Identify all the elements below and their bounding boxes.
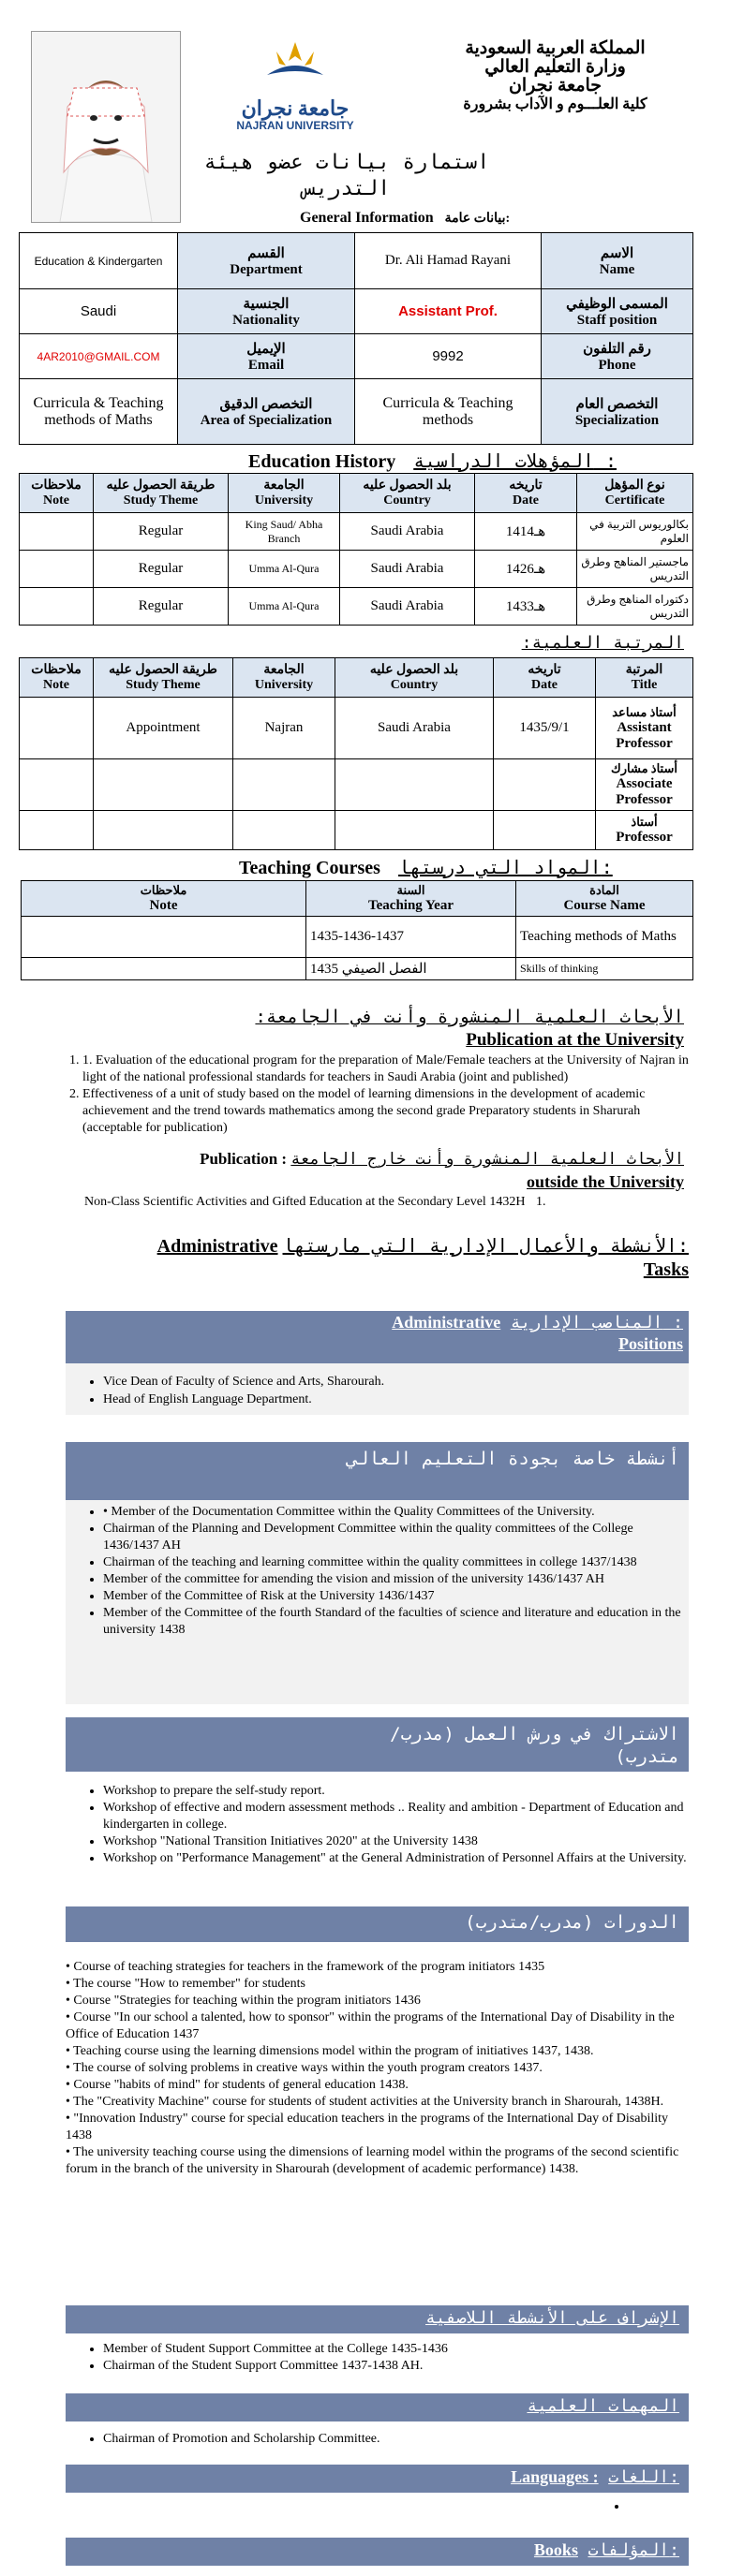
teaching-heading — [239, 856, 689, 879]
staff-label-ar: المسمى الوظيفي — [566, 296, 668, 312]
spec-label-ar: التخصص العام — [575, 396, 659, 412]
tasks-band — [66, 2393, 689, 2421]
header-block — [431, 39, 679, 114]
pub-in-list — [45, 1052, 701, 1137]
education-heading — [248, 449, 679, 473]
edu-country: Saudi Arabia — [340, 588, 475, 626]
rank-date — [494, 811, 596, 850]
area-label: Area of Specialization — [200, 412, 333, 428]
phone-label: Phone — [598, 357, 636, 373]
pub-out-title-a: Publication : — [200, 1150, 288, 1168]
staff-label: Staff position — [576, 312, 658, 328]
university-name: جامعة نجران — [508, 76, 603, 96]
edu-theme: Regular — [94, 588, 229, 626]
languages-title-ar: اللغات: — [608, 2467, 679, 2487]
list-item: • • Member of the Documentation Committee within the Quality Committees of the University. — [103, 1504, 689, 1521]
rank-title-cell: أستاذ مساعد Assistant Professor — [596, 698, 693, 759]
education-title: Education History — [248, 451, 396, 472]
general-info-table — [19, 232, 693, 445]
logo-english-text: NAJRAN UNIVERSITY — [236, 119, 354, 132]
staff-value: Assistant Prof. — [355, 289, 542, 334]
teaching-header-note: ملاحظات Note — [22, 881, 306, 917]
teaching-title: Teaching Courses — [239, 858, 380, 878]
table-row — [20, 588, 693, 626]
edu-certificate: ماجستير المناهج وطرق التدريس — [577, 551, 693, 588]
teaching-course: Skills of thinking — [516, 958, 693, 980]
extracurricular-panel — [66, 2341, 689, 2375]
books-title-ar: المؤلفات: — [588, 2540, 679, 2560]
pub-out-item-number: 1. — [535, 1195, 546, 1209]
edu-note — [20, 551, 94, 588]
teaching-header-course: المادة Course Name — [516, 881, 693, 917]
list-item: • Chairman of the Planning and Development Committee within the quality committees of the College 1436/1437 AH — [103, 1521, 689, 1554]
rank-header-note: ملاحظات Note — [20, 658, 94, 698]
rank-title: المرتبة العلمية: — [521, 633, 684, 653]
edu-university: Umma Al-Qura — [229, 551, 340, 588]
table-row — [20, 551, 693, 588]
languages-panel — [66, 2498, 689, 2515]
teaching-note — [22, 958, 306, 980]
rank-note — [20, 698, 94, 759]
nat-label: Nationality — [232, 312, 300, 328]
teaching-title-ar: المواد التي درستها: — [397, 856, 613, 878]
tasks-panel — [66, 2431, 689, 2448]
logo-arabic-text: جامعة نجران — [241, 96, 350, 120]
email-value: 4AR2010@GMAIL.COM — [20, 334, 178, 379]
name-value: Dr. Ali Hamad Rayani — [355, 233, 542, 289]
general-info-label-ar: بيانات عامة: — [444, 212, 511, 226]
kingdom-name: المملكة العربية السعودية — [465, 38, 646, 58]
spec-value: Curricula & Teaching methods — [355, 379, 542, 445]
rank-header-date: تاريخه Date — [494, 658, 596, 698]
form-title: استمارة بيانات عضو هيئة التدريس — [203, 151, 490, 200]
list-item: • Workshop to prepare the self-study report. — [103, 1783, 689, 1800]
rank-header-theme: طريقة الحصول عليه Study Theme — [94, 658, 233, 698]
phone-label-ar: رقم التلفون — [583, 341, 651, 357]
teaching-course: Teaching methods of Maths — [516, 917, 693, 958]
rank-header-university: الجامعة University — [233, 658, 335, 698]
logo-emblem-icon — [225, 37, 365, 94]
nat-label-ar: الجنسية — [243, 296, 290, 312]
rank-table — [19, 657, 693, 850]
general-info-label: General Information — [300, 210, 434, 226]
edu-note — [20, 513, 94, 551]
rank-country — [335, 759, 494, 811]
courses-panel — [66, 1959, 689, 2178]
university-logo — [225, 37, 365, 140]
positions-title-en: Administrative — [392, 1313, 501, 1332]
rank-theme — [94, 811, 233, 850]
admin-heading — [89, 1234, 689, 1258]
list-item: • The "Creativity Machine" course for students of student activities at the University branch in Sharourah, 1438H. — [66, 2095, 664, 2109]
table-row — [20, 698, 693, 759]
edu-university: King Saud/ Abha Branch — [229, 513, 340, 551]
pub-in-title-ar: الأبحاث العلمية المنشورة وأنت في الجامعة: — [255, 1007, 684, 1027]
dept-label-cell — [178, 233, 355, 289]
list-item: • "Innovation Industry" course for special education teachers in the programs of the International Day of Disability 1438 — [66, 2112, 669, 2142]
rank-university: Najran — [233, 698, 335, 759]
teaching-table — [21, 880, 693, 980]
list-item — [628, 2498, 689, 2515]
edu-country: Saudi Arabia — [340, 513, 475, 551]
dept-label-ar: القسم — [247, 245, 285, 261]
teaching-note — [22, 917, 306, 958]
quality-band — [66, 1442, 689, 1500]
spec-label: Specialization — [574, 412, 660, 428]
name-label-cell — [542, 233, 693, 289]
table-row — [22, 958, 693, 980]
extracurricular-band — [66, 2305, 689, 2333]
table-row — [20, 759, 693, 811]
phone-value: 9992 — [355, 334, 542, 379]
list-item: 1. 1. Evaluation of the educational program for the preparation of Male/Female teachers at the University of Najran in light of the national professional standards for teachers in Saudi Arabia (joint and published) — [82, 1052, 701, 1086]
edu-theme: Regular — [94, 551, 229, 588]
list-item: • The university teaching course using the dimensions of learning model within the programs of the second scientific forum in the branch of the university in Sharourah (development of academic performance) 1438. — [66, 2145, 679, 2176]
list-item: • The course of solving problems in creative ways within the youth program creators 1437. — [66, 2061, 543, 2075]
rank-header-title: المرتبة Title — [596, 658, 693, 698]
list-item: • Course of teaching strategies for teachers in the framework of the program initiators 1435 — [66, 1960, 545, 1974]
positions-band — [66, 1311, 689, 1363]
rank-theme: Appointment — [94, 698, 233, 759]
nat-value: Saudi — [20, 289, 178, 334]
edu-university: Umma Al-Qura — [229, 588, 340, 626]
list-item: • Teaching course using the learning dimensions model within the program of initiatives 1437, 1438. — [66, 2044, 594, 2058]
books-title-en: Books — [533, 2540, 578, 2559]
edu-date: 1426هـ — [475, 551, 577, 588]
edu-header-university: الجامعة University — [229, 474, 340, 513]
email-label-cell — [178, 334, 355, 379]
list-item: • Head of English Language Department. — [103, 1391, 689, 1408]
edu-header-certificate: نوع المؤهل Certificate — [577, 474, 693, 513]
rank-university — [233, 811, 335, 850]
list-item: • Course "habits of mind" for students of general education 1438. — [66, 2078, 409, 2092]
edu-header-country: بلد الحصول عليه Country — [340, 474, 475, 513]
list-item: • Workshop "National Transition Initiatives 2020" at the University 1438 — [103, 1833, 689, 1850]
list-item: • Workshop on "Performance Management" at the General Administration of Personnel Affairs at the University. — [103, 1850, 689, 1867]
tasks-title-ar: المهمات العلمية — [527, 2396, 679, 2416]
teaching-year: الفصل الصيفي 1435 — [306, 958, 516, 980]
list-item: • Course "Strategies for teaching within the program initiators 1436 — [66, 1994, 421, 2008]
rank-university — [233, 759, 335, 811]
staff-label-cell — [542, 289, 693, 334]
area-label-ar: التخصص الدقيق — [219, 396, 313, 412]
positions-title-b: Positions — [617, 1334, 683, 1353]
workshops-title-ar: الاشتراك في ورش العمل (مدرب/متدرب) — [390, 1724, 679, 1767]
teaching-header-year: السنة Teaching Year — [306, 881, 516, 917]
admin-title-en: Administrative — [156, 1236, 278, 1257]
college-name: كلية العلـــوم و الآداب بشرورة — [463, 96, 647, 112]
quality-panel — [66, 1500, 689, 1704]
rank-note — [20, 759, 94, 811]
list-item: • Member of the committee for amending the vision and mission of the university 1436/1437 AH — [103, 1571, 689, 1588]
edu-header-note: ملاحظات Note — [20, 474, 94, 513]
list-item: • Vice Dean of Faculty of Science and Arts, Sharourah. — [103, 1373, 689, 1391]
positions-title-ar: المناصب الإدارية : — [510, 1313, 683, 1332]
rank-header-country: بلد الحصول عليه Country — [335, 658, 494, 698]
workshops-band — [66, 1717, 689, 1772]
rank-note — [20, 811, 94, 850]
list-item: • Chairman of the Student Support Committee 1437-1438 AH. — [103, 2358, 689, 2375]
edu-header-theme: طريقة الحصول عليه Study Theme — [94, 474, 229, 513]
pub-out-heading — [122, 1150, 684, 1169]
profile-photo — [31, 31, 181, 223]
phone-label-cell — [542, 334, 693, 379]
list-item: • The course "How to remember" for students — [66, 1977, 305, 1991]
edu-theme: Regular — [94, 513, 229, 551]
list-item: • Member of the Committee of the fourth Standard of the faculties of science and literature and education in the university 1438 — [103, 1605, 689, 1639]
edu-date: 1414هـ — [475, 513, 577, 551]
list-item: • Chairman of the teaching and learning committee within the quality committees in college 1437/1438 — [103, 1554, 689, 1571]
positions-panel — [66, 1363, 689, 1415]
pub-out-title-ar: الأبحاث العلمية المنشورة وأنت خارج الجامعة — [290, 1150, 684, 1169]
admin-title-b: Tasks — [643, 1259, 689, 1280]
rank-country — [335, 811, 494, 850]
workshops-panel — [66, 1783, 689, 1867]
table-row — [22, 917, 693, 958]
list-item: • Course "In our school a talented, how to sponsor" within the programs of the International Day of Disability in the Office of Education 1437 — [66, 2010, 675, 2041]
dept-label: Department — [230, 261, 303, 277]
rank-theme — [94, 759, 233, 811]
rank-title-cell: أستاذ Professor — [596, 811, 693, 850]
teaching-year: 1435-1436-1437 — [306, 917, 516, 958]
list-item: • Workshop of effective and modern assessment methods .. Reality and ambition - Department of Education and kindergarten in college. — [103, 1800, 689, 1833]
quality-title-ar: أنشطة خاصة بجودة التعليم العالي — [347, 1449, 679, 1469]
books-band — [66, 2538, 689, 2566]
edu-header-date: تاريخه Date — [475, 474, 577, 513]
name-label-ar: الاسم — [600, 245, 634, 261]
dept-value: Education & Kindergarten — [20, 233, 178, 289]
rank-date — [494, 759, 596, 811]
list-item: • Member of the Committee of Risk at the University 1436/1437 — [103, 1588, 689, 1605]
name-label: Name — [599, 261, 635, 277]
list-item: 2. Effectiveness of a unit of study based on the model of learning dimensions in the development of academic achievement and the trend towards mathematics among the second grade Preparatory students in Sharurah (acceptable for publication) — [82, 1086, 701, 1137]
education-table — [19, 473, 693, 626]
general-info-heading — [300, 210, 693, 227]
admin-title-ar: الأنشطة والأعمال الإدارية التي مارستها: — [282, 1234, 689, 1257]
edu-certificate: بكالوريوس التربية في العلوم — [577, 513, 693, 551]
edu-country: Saudi Arabia — [340, 551, 475, 588]
languages-band — [66, 2465, 689, 2493]
extracurricular-title-ar: الإشراف على الأنشطة اللاصفية — [425, 2308, 679, 2328]
edu-certificate: دكتوراه المناهج وطرق التدريس — [577, 588, 693, 626]
list-item: • Member of Student Support Committee at the College 1435-1436 — [103, 2341, 689, 2358]
courses-title-ar: الدورات (مدرب/متدرب) — [465, 1912, 679, 1933]
email-label-ar: الإيميل — [246, 341, 286, 357]
list-item: • Chairman of Promotion and Scholarship Committee. — [103, 2431, 689, 2448]
edu-note — [20, 588, 94, 626]
pub-out-item — [84, 1195, 684, 1210]
pub-in-title: Publication at the University — [466, 1030, 684, 1050]
rank-country: Saudi Arabia — [335, 698, 494, 759]
pub-out-item-text: Non-Class Scientific Activities and Gifted Education at the Secondary Level 1432H — [84, 1195, 526, 1209]
table-row — [20, 513, 693, 551]
area-label-cell — [178, 379, 355, 445]
ministry-name: وزارة التعليم العالي — [484, 57, 626, 77]
spec-label-cell — [542, 379, 693, 445]
rank-date: 1435/9/1 — [494, 698, 596, 759]
table-row — [20, 811, 693, 850]
area-value: Curricula & Teaching methods of Maths — [20, 379, 178, 445]
pub-out-title-b: outside the University — [527, 1172, 684, 1191]
education-title-ar: المؤهلات الدراسية : — [413, 449, 617, 472]
email-label: Email — [247, 357, 285, 373]
nat-label-cell — [178, 289, 355, 334]
edu-date: 1433هـ — [475, 588, 577, 626]
languages-title-en: Languages : — [511, 2467, 599, 2486]
rank-title-cell: أستاذ مشارك Associate Professor — [596, 759, 693, 811]
courses-band — [66, 1906, 689, 1942]
